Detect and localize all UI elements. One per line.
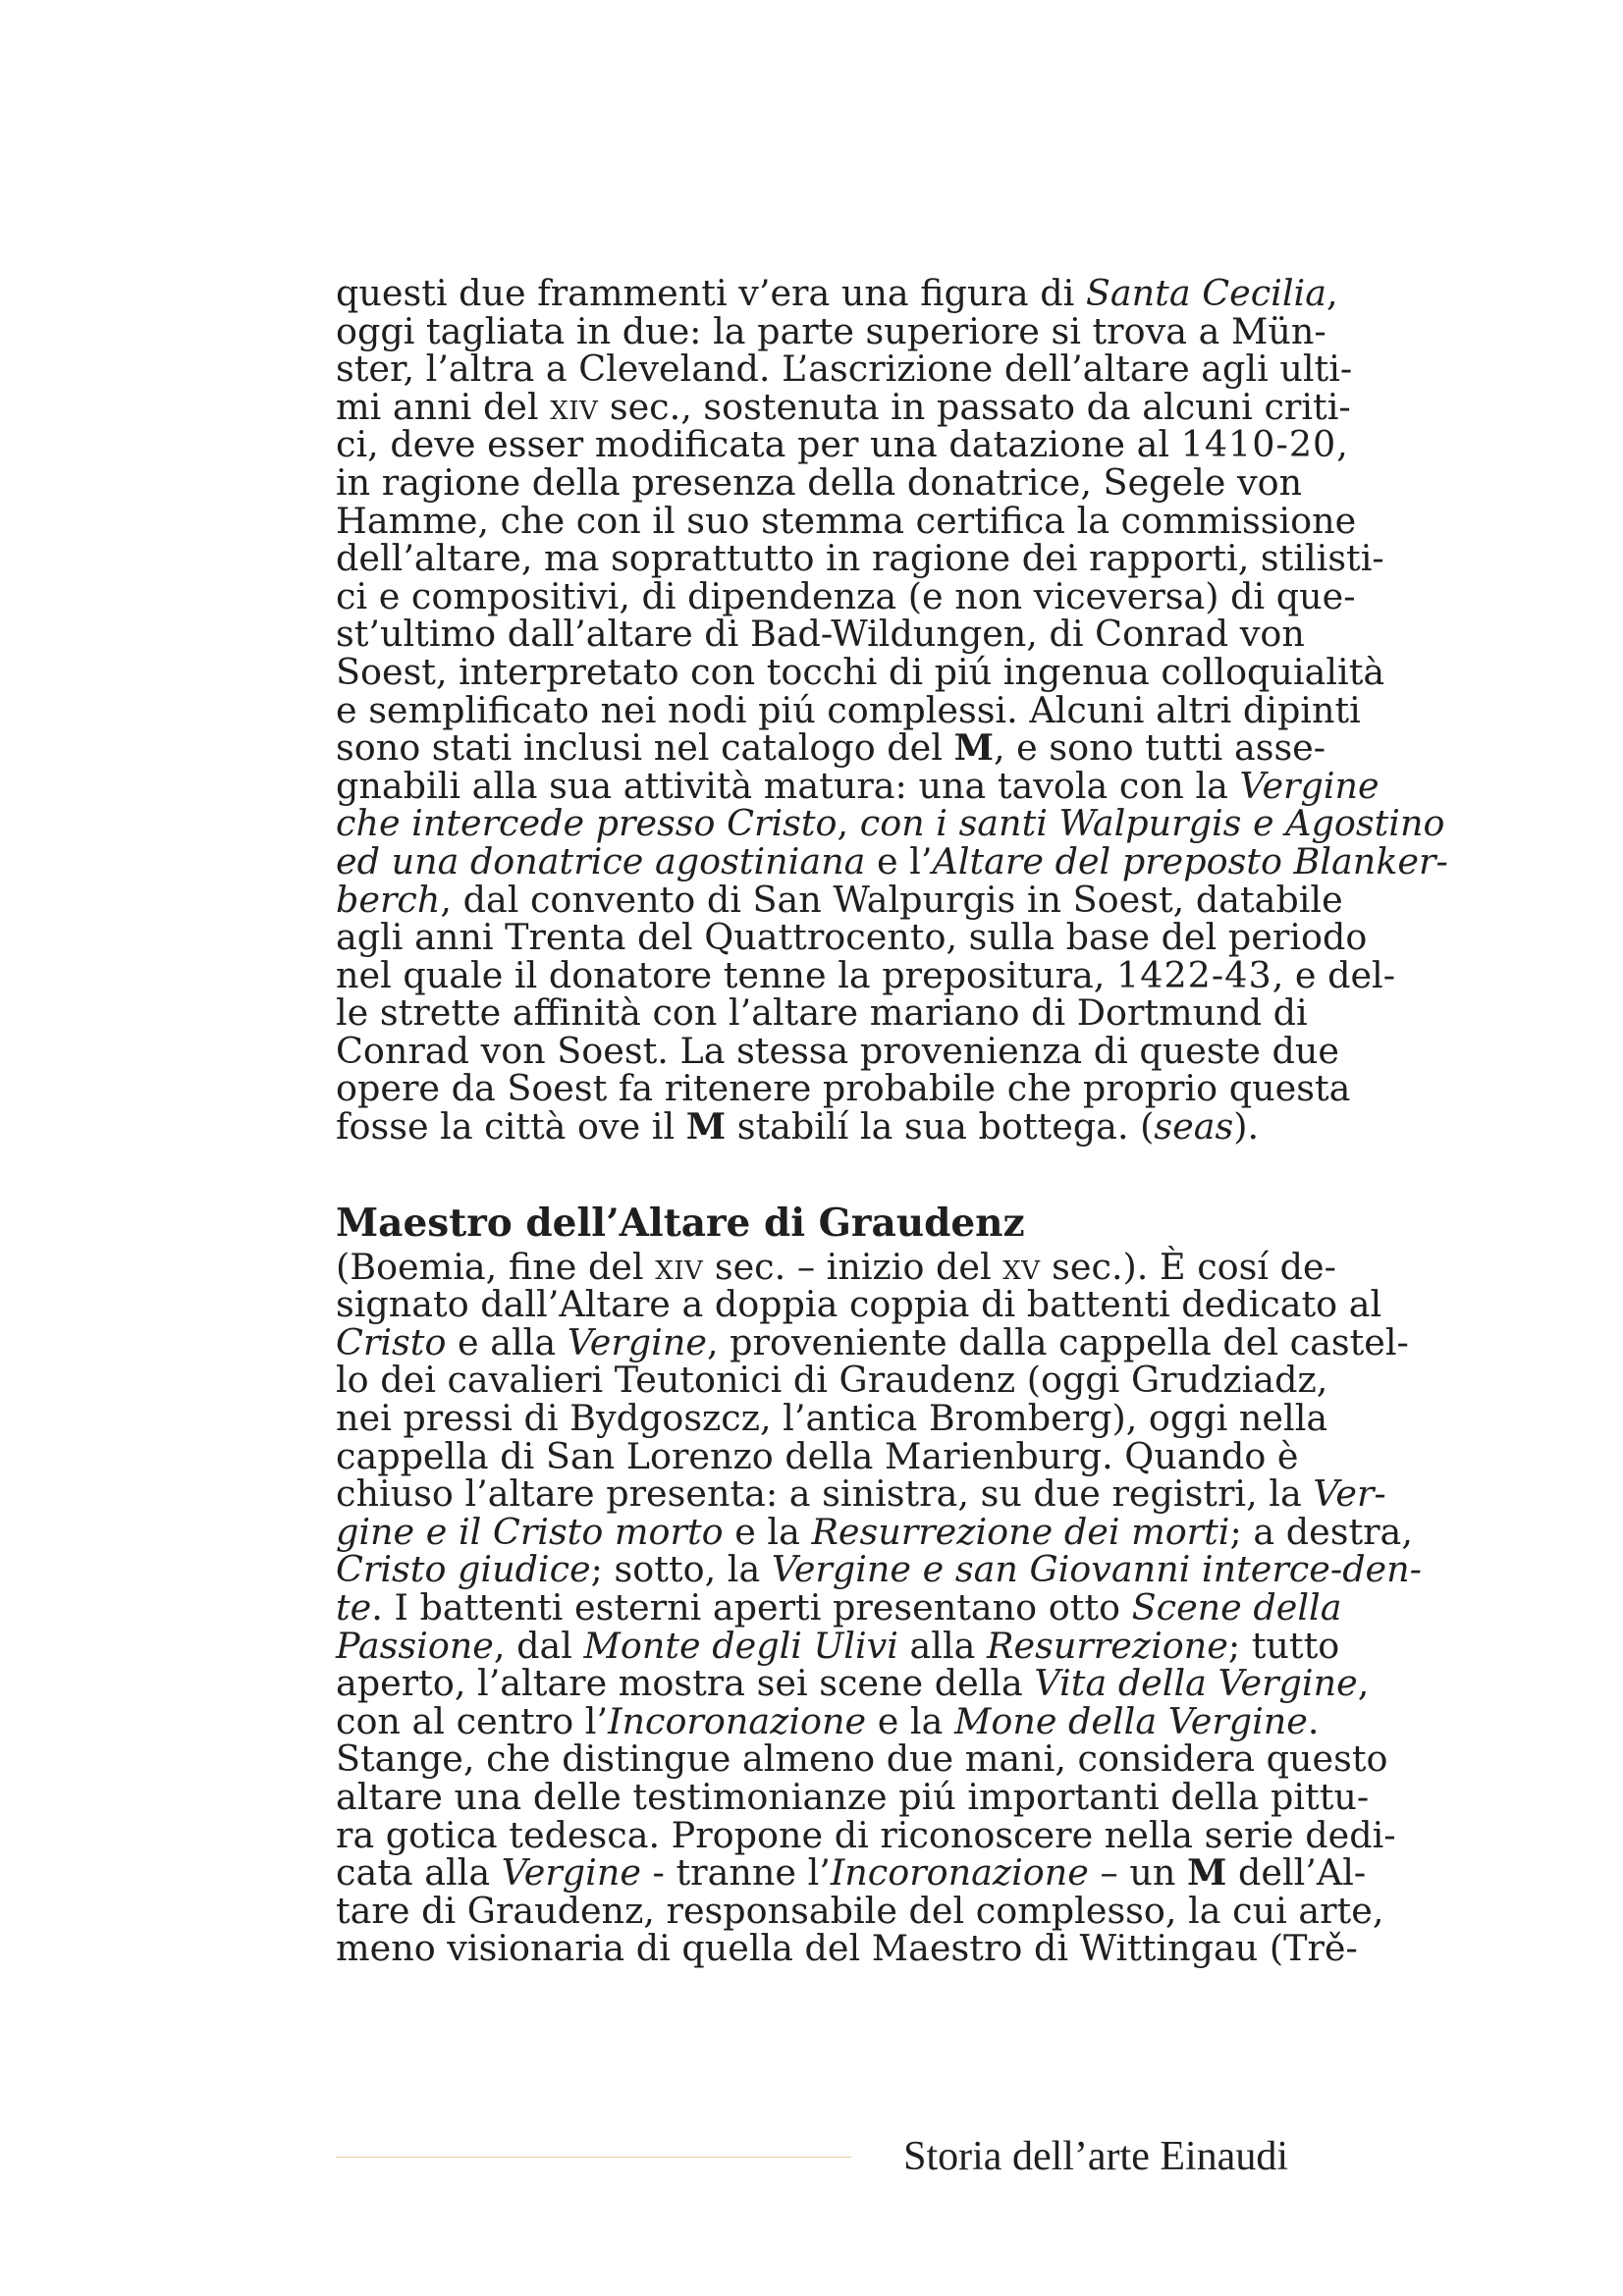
text-line: meno visionaria di quella del Maestro di Wittingau (Trě-: [336, 1927, 1358, 1970]
text-line: aperto, l’altare mostra sei scene della Vita della Vergine,: [336, 1662, 1370, 1705]
text-line: questi due frammenti v’era una figura di Santa Cecilia,: [336, 272, 1338, 314]
text-line: st’ultimo dall’altare di Bad-Wildungen, di Conrad von: [336, 613, 1305, 656]
text-line: Stange, che distingue almeno due mani, considera questo: [336, 1737, 1388, 1781]
text-line: ster, l’altra a Cleveland. L’ascrizione dell’altare agli ulti-: [336, 347, 1353, 391]
text-line: te. I battenti esterni aperti presentano otto Scene della: [336, 1586, 1342, 1629]
text-line: signato dall’Altare a doppia coppia di battenti dedicato al: [336, 1283, 1382, 1326]
text-line: Soest, interpretato con tocchi di piú ingenua colloquialità: [336, 650, 1385, 693]
text-line: agli anni Trenta del Quattrocento, sulla base del periodo: [336, 916, 1368, 959]
text-line: Passione, dal Monte degli Ulivi alla Resurrezione; tutto: [336, 1624, 1340, 1667]
text-line: ra gotica tedesca. Propone di riconoscere nella serie dedi-: [336, 1813, 1396, 1856]
text-line: le strette affinità con l’altare mariano di Dortmund di: [336, 991, 1308, 1035]
text-line: ed una donatrice agostiniana e l’Altare del preposto Blanker-: [336, 839, 1448, 882]
footer-title: Storia dell’arte Einaudi: [903, 2134, 1288, 2179]
text-line: dell’altare, ma soprattutto in ragione dei rapporti, stilisti-: [336, 537, 1384, 580]
text-line: fosse la città ove il M stabilí la sua bottega. (seas).: [336, 1105, 1260, 1148]
text-line: Conrad von Soest. La stessa provenienza di queste due: [336, 1029, 1339, 1072]
text-line: cappella di San Lorenzo della Marienburg. Quando è: [336, 1434, 1299, 1477]
text-line: cata alla Vergine - tranne l’Incoronazione – un M dell’Al-: [336, 1851, 1367, 1895]
text-line: e semplificato nei nodi piú complessi. Alcuni altri dipinti: [336, 688, 1361, 731]
text-line: gnabili alla sua attività matura: una tavola con la Vergine: [336, 764, 1380, 807]
text-line: nel quale il donatore tenne la prepositura, 1422-43, e del-: [336, 953, 1396, 996]
entry-continuation-paragraph: [336, 272, 1448, 1148]
text-line: altare una delle testimonianze piú importanti della pittu-: [336, 1775, 1370, 1818]
footer-rule: [336, 2157, 851, 2158]
text-line: berch, dal convento di San Walpurgis in Soest, databile: [336, 878, 1343, 921]
text-line: ci e compositivi, di dipendenza (e non viceversa) di que-: [336, 574, 1356, 617]
text-line: ci, deve esser modificata per una datazione al 1410-20,: [336, 423, 1348, 466]
text-line: oggi tagliata in due: la parte superiore si trova a Mün-: [336, 309, 1326, 352]
text-line: opere da Soest fa ritenere probabile che proprio questa: [336, 1067, 1351, 1110]
text-line: chiuso l’altare presenta: a sinistra, su due registri, la Ver-: [336, 1472, 1386, 1516]
text-line: mi anni del xiv sec., sostenuta in passato da alcuni criti-: [336, 385, 1351, 428]
text-line: in ragione della presenza della donatrice, Segele von: [336, 460, 1303, 504]
text-line: (Boemia, fine del xiv sec. – inizio del xv sec.). È cosí de-: [336, 1245, 1336, 1288]
page-footer: [336, 2127, 1288, 2186]
text-line: Cristo giudice; sotto, la Vergine e san Giovanni interce-den-: [336, 1548, 1422, 1591]
text-line: Hamme, che con il suo stemma certifica la commissione: [336, 499, 1357, 542]
entry-heading: Maestro dell’Altare di Graudenz: [336, 1200, 1025, 1246]
entry-paragraph: [336, 1245, 1422, 1970]
text-line: tare di Graudenz, responsabile del complesso, la cui arte,: [336, 1889, 1384, 1932]
text-line: lo dei cavalieri Teutonici di Graudenz (oggi Grudziadz,: [336, 1359, 1328, 1402]
text-line: Cristo e alla Vergine, proveniente dalla cappella del castel-: [336, 1320, 1409, 1363]
text-line: sono stati inclusi nel catalogo del M, e sono tutti asse-: [336, 726, 1326, 770]
article-body: [336, 272, 1448, 1970]
text-line: con al centro l’Incoronazione e la Mone della Vergine.: [336, 1699, 1320, 1742]
text-line: nei pressi di Bydgoszcz, l’antica Bromberg), oggi nella: [336, 1397, 1328, 1440]
text-line: che intercede presso Cristo, con i santi Walpurgis e Agostino: [336, 802, 1445, 845]
text-line: gine e il Cristo morto e la Resurrezione dei morti; a destra,: [336, 1510, 1413, 1553]
